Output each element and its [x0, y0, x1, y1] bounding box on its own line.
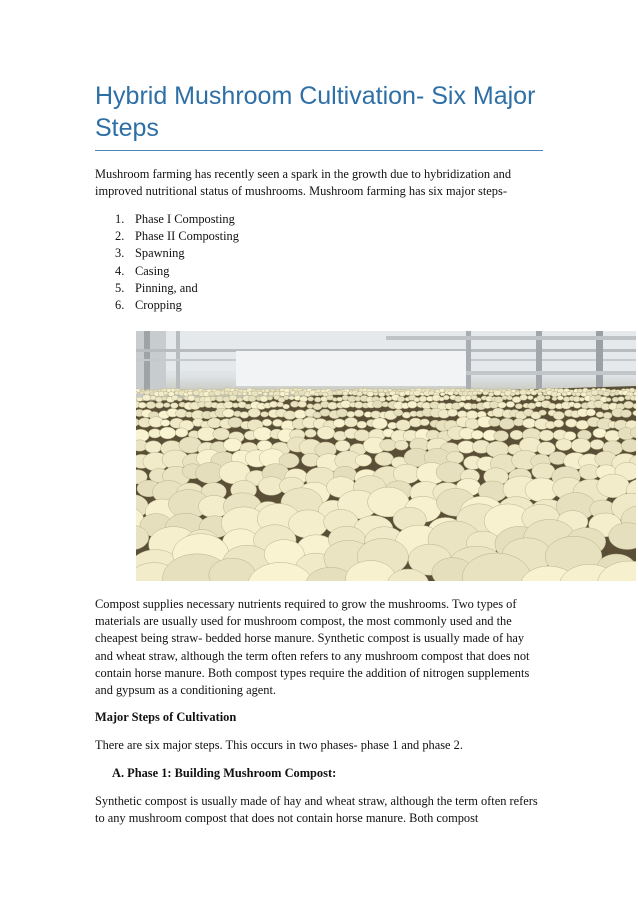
page-title: Hybrid Mushroom Cultivation- Six Major Steps [95, 82, 536, 142]
list-item: 4. Casing [115, 263, 170, 278]
list-item: 1. Phase I Composting [115, 212, 235, 226]
list-item: 3. Spawning [115, 246, 185, 261]
mushroom-farm-photo [136, 331, 636, 581]
title-underline [95, 150, 543, 151]
list-item: 5. Pinning, and [115, 280, 198, 295]
list-item: 6. Cropping [115, 298, 182, 313]
intro-paragraph: Mushroom farming has recently seen a spark in the growth due to hybridization and improved nutritional status of mushrooms. Mushroom farming has six major steps- [95, 167, 512, 199]
steps-list [115, 211, 239, 314]
phase1-subheading: A. Phase 1: Building Mushroom Compost: [112, 766, 337, 780]
compost-paragraph: Compost supplies necessary nutrients required to grow the mushrooms. Two types of materials are usually used for mushroom compost, the most commonly used and the cheapest being straw- bedded horse manure. Synthetic compost is usually made of hay and wheat straw, although the term often refers to any mushroom compost that does not contain horse manure. Both compost types require the addition of nitrogen supplements and gypsum as a conditioning agent. [95, 597, 530, 698]
section-heading: Major Steps of Cultivation [95, 710, 237, 724]
phase1-paragraph: Synthetic compost is usually made of hay and wheat straw, although the term often refers to any mushroom compost that does not contain horse manure. Both compost [95, 794, 538, 826]
list-item: 2. Phase II Composting [115, 229, 239, 244]
section-text: There are six major steps. This occurs in two phases- phase 1 and phase 2. [95, 738, 463, 752]
